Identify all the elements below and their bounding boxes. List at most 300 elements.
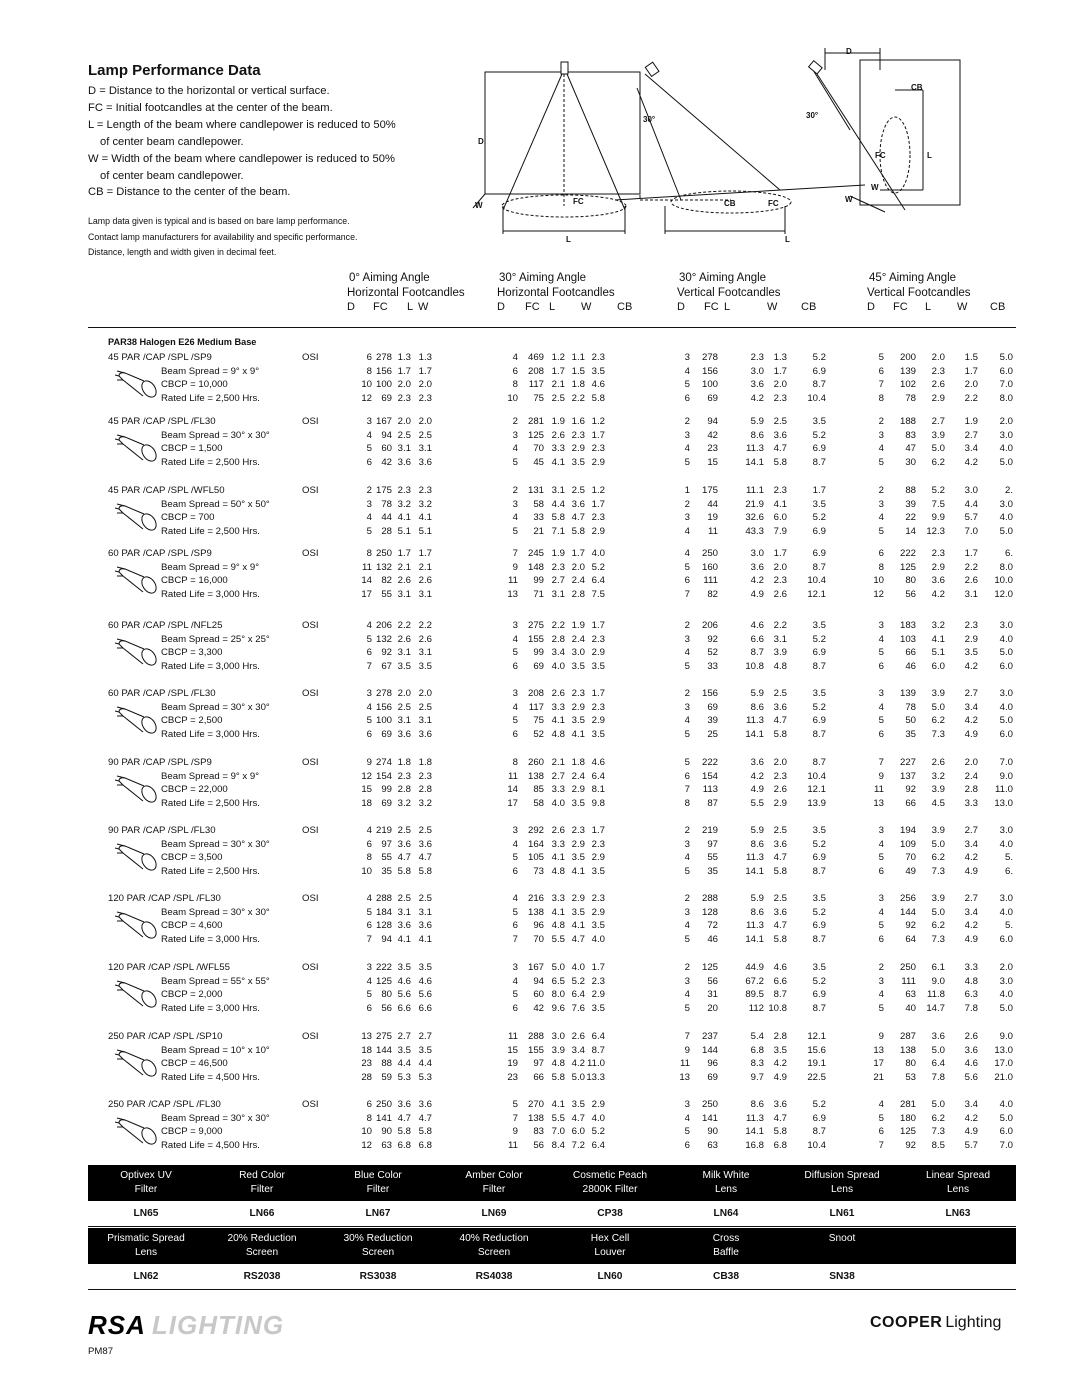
table-cell: 1.7 <box>591 620 605 631</box>
accessory-name <box>668 1228 784 1264</box>
table-cell: 3.6 <box>397 838 411 850</box>
table-cell: 6.3 <box>964 989 978 1001</box>
table-cell: 2.9 <box>591 715 605 727</box>
table-cell: 6 <box>684 770 690 782</box>
table-cell: 3 <box>366 498 372 510</box>
table-cell: 5 <box>878 715 884 727</box>
accessory-name-line1: 40% Reduction <box>459 1233 529 1244</box>
table-cell: 2.0 <box>964 757 978 768</box>
table-cell: 274 <box>375 757 392 768</box>
table-cell: 4.7 <box>397 852 411 864</box>
table-cell: 1.7 <box>591 962 605 973</box>
table-cell: 4 <box>684 548 690 559</box>
table-cell: 6 <box>512 866 518 878</box>
table-cell: 1.9 <box>964 416 978 427</box>
table-cell: 3 <box>512 498 518 510</box>
table-cell: 1.7 <box>418 548 432 559</box>
table-cell: 2 <box>684 688 690 699</box>
table-cell: 6 <box>366 1099 372 1110</box>
product-block <box>0 962 1080 1018</box>
table-cell: 5.0 <box>931 1044 945 1056</box>
table-cell: 6 <box>878 1126 884 1138</box>
table-cell: 156 <box>701 688 718 699</box>
accessory-code: LN62 <box>133 1271 159 1282</box>
table-cell: 70 <box>905 852 916 864</box>
table-cell: 69 <box>381 798 392 810</box>
table-cell: 6. <box>1004 548 1013 559</box>
table-cell: 2.3 <box>964 620 978 631</box>
table-cell: 4.0 <box>551 661 565 673</box>
table-cell: 10 <box>361 1126 372 1138</box>
rsa-logo: RSA LIGHTING <box>88 1310 285 1340</box>
table-cell: 5.2 <box>591 561 605 573</box>
diagram-2-lamp <box>645 62 659 76</box>
table-cell: 4.9 <box>964 866 978 878</box>
table-row <box>0 702 1080 716</box>
table-cell: 21 <box>533 526 544 538</box>
table-cell: 9.0 <box>999 770 1013 782</box>
table-cell: 90 <box>381 1126 392 1138</box>
table-cell: 3.9 <box>931 784 945 796</box>
table-cell: 2.6 <box>397 633 411 645</box>
table-row <box>0 798 1080 812</box>
lamp-spec: CBCP = 4,600 <box>161 920 223 932</box>
table-cell: 3.9 <box>931 429 945 441</box>
lamp-spec: Rated Life = 2,500 Hrs. <box>161 866 260 878</box>
table-cell: 9.8 <box>591 798 605 810</box>
table-cell: 8.6 <box>750 429 764 441</box>
accessory-name-line1: 30% Reduction <box>343 1233 413 1244</box>
table-cell: 6 <box>684 575 690 587</box>
lamp-spec: CBCP = 1,500 <box>161 443 223 455</box>
table-cell: 3.0 <box>999 429 1013 441</box>
table-cell: 66 <box>533 1072 544 1084</box>
table-cell: 4.0 <box>591 1112 605 1124</box>
table-cell: 5 <box>512 457 518 469</box>
group-title: 0° Aiming Angle <box>349 272 430 284</box>
table-cell: 4 <box>878 701 884 713</box>
table-cell: 2.7 <box>931 416 945 427</box>
note-line: Contact lamp manufacturers for availability and specific performance. <box>88 231 358 242</box>
table-cell: 1.7 <box>812 485 826 496</box>
accessory-code: LN61 <box>829 1208 855 1219</box>
table-cell: 2.7 <box>551 770 565 782</box>
table-row <box>0 1058 1080 1072</box>
table-cell: 3 <box>684 352 690 363</box>
table-row <box>0 620 1080 634</box>
table-cell: 3.5 <box>812 893 826 904</box>
table-cell: 3.1 <box>397 647 411 659</box>
table-cell: 5 <box>512 989 518 1001</box>
table-cell: 3 <box>684 975 690 987</box>
table-cell: 4 <box>684 443 690 455</box>
accessory-code: CB38 <box>712 1271 740 1282</box>
accessory-name-line2: Louver <box>594 1247 626 1258</box>
table-cell: 4.9 <box>964 729 978 741</box>
table-cell: 154 <box>375 770 392 782</box>
table-cell: 88 <box>905 485 916 496</box>
accessory-name-line2: Filter <box>482 1184 506 1195</box>
table-cell: 5 <box>512 852 518 864</box>
table-cell: 52 <box>707 647 718 659</box>
table-cell: 2.0 <box>418 416 432 427</box>
table-cell: 1.7 <box>964 548 978 559</box>
table-cell: 2.7 <box>964 429 978 441</box>
table-cell: 3.1 <box>397 906 411 918</box>
table-row <box>0 907 1080 921</box>
table-cell: 2.2 <box>964 561 978 573</box>
accessory-names <box>88 1165 1016 1201</box>
table-cell: 3 <box>684 701 690 713</box>
table-cell: 125 <box>701 962 718 973</box>
table-cell: 10.4 <box>807 770 826 782</box>
table-cell: 6.4 <box>591 575 605 587</box>
table-cell: 138 <box>527 1112 544 1124</box>
table-cell: 23 <box>507 1072 518 1084</box>
table-cell: 3.6 <box>418 1099 432 1110</box>
table-cell: 14.1 <box>745 457 764 469</box>
table-cell: 96 <box>707 1058 718 1070</box>
lamp-spec: Rated Life = 3,000 Hrs. <box>161 1003 260 1015</box>
table-cell: 2.1 <box>397 561 411 573</box>
table-cell: 3.5 <box>571 906 585 918</box>
table-cell: 156 <box>375 701 392 713</box>
table-cell: 2 <box>512 485 518 496</box>
table-cell: 2.7 <box>964 825 978 836</box>
table-row <box>0 962 1080 976</box>
table-cell: 3 <box>512 429 518 441</box>
table-cell: 5.8 <box>571 526 585 538</box>
table-cell: 2.8 <box>964 784 978 796</box>
table-cell: 216 <box>527 893 544 904</box>
table-cell: 141 <box>701 1112 718 1124</box>
table-cell: 99 <box>533 575 544 587</box>
table-cell: 6.9 <box>812 852 826 864</box>
table-cell: 2.6 <box>397 575 411 587</box>
table-cell: 3 <box>684 906 690 918</box>
table-cell: 128 <box>701 906 718 918</box>
table-cell: 44 <box>707 498 718 510</box>
table-cell: 66 <box>905 647 916 659</box>
table-cell: 5.0 <box>999 1112 1013 1124</box>
table-cell: 83 <box>533 1126 544 1138</box>
product-block <box>0 1099 1080 1155</box>
table-cell: 11 <box>874 784 884 796</box>
table-cell: 6.0 <box>571 1126 585 1138</box>
table-cell: 8.4 <box>551 1140 565 1152</box>
group-subtitle: Horizontal Footcandles <box>497 286 615 299</box>
page-code: PM87 <box>88 1346 114 1357</box>
table-cell: 3.4 <box>571 1044 585 1056</box>
table-cell: 6.6 <box>418 1003 432 1015</box>
table-cell: 17.0 <box>994 1058 1013 1070</box>
table-cell: 208 <box>527 688 544 699</box>
table-cell: 1.7 <box>591 825 605 836</box>
table-cell: 7.0 <box>999 379 1013 391</box>
accessory-name <box>320 1165 436 1201</box>
table-cell: 4 <box>366 825 372 836</box>
table-cell: 42 <box>533 1003 544 1015</box>
table-cell: 2.3 <box>591 352 605 363</box>
diagram-label-w1: W <box>475 201 483 210</box>
table-cell: 5 <box>878 920 884 932</box>
table-cell: 69 <box>381 393 392 405</box>
table-cell: 6.9 <box>812 443 826 455</box>
table-cell: 44 <box>381 512 392 524</box>
table-cell: 3.4 <box>964 701 978 713</box>
table-cell: 4.0 <box>591 934 605 946</box>
table-cell: 1.9 <box>551 416 565 427</box>
table-cell: 5.6 <box>397 989 411 1001</box>
table-cell: 8 <box>366 365 372 377</box>
column-header: FC <box>373 301 388 313</box>
lamp-spec: Beam Spread = 9° x 9° <box>161 561 260 573</box>
table-cell: 3.1 <box>418 443 432 455</box>
table-cell: 2 <box>684 620 690 631</box>
table-cell: 63 <box>905 989 916 1001</box>
diagram-1-beam-left <box>503 74 562 210</box>
table-cell: 288 <box>375 893 392 904</box>
lamp-name: 45 PAR /CAP /SPL /FL30 <box>108 416 216 427</box>
accessory-names <box>88 1228 1016 1264</box>
table-cell: 14.1 <box>745 866 764 878</box>
diagram-2-beam-right <box>645 74 780 190</box>
table-cell: 206 <box>375 620 392 631</box>
column-header: L <box>407 301 414 313</box>
table-cell: 3.6 <box>397 920 411 932</box>
table-cell: 97 <box>381 838 392 850</box>
table-cell: 4.1 <box>551 1099 565 1110</box>
table-cell: 3.2 <box>397 498 411 510</box>
table-cell: 2.3 <box>931 365 945 377</box>
table-cell: 3.0 <box>999 688 1013 699</box>
table-cell: 4.1 <box>571 729 585 741</box>
accessory-code: LN66 <box>249 1208 275 1219</box>
table-cell: 4.2 <box>750 575 764 587</box>
table-cell: 3.5 <box>964 647 978 659</box>
diagram-1-lamp <box>561 62 568 74</box>
table-cell: 4 <box>878 633 884 645</box>
lamp-name: 60 PAR /CAP /SPL /NFL25 <box>108 620 223 631</box>
table-cell: 4.5 <box>931 798 945 810</box>
table-cell: 3 <box>684 429 690 441</box>
table-row <box>0 976 1080 990</box>
table-cell: 5 <box>512 715 518 727</box>
table-cell: 58 <box>533 798 544 810</box>
table-cell: 7.3 <box>931 1126 945 1138</box>
product-block <box>0 688 1080 744</box>
table-cell: 156 <box>375 365 392 377</box>
table-cell: 92 <box>905 1140 916 1152</box>
table-cell: 137 <box>899 770 916 782</box>
table-cell: 70 <box>533 934 544 946</box>
diagram-label-l2: L <box>785 235 790 244</box>
table-cell: 3.5 <box>591 661 605 673</box>
table-cell: 23 <box>361 1058 372 1070</box>
table-cell: 128 <box>375 920 392 932</box>
accessory-name-line2: Filter <box>250 1184 274 1195</box>
table-cell: 67.2 <box>745 975 764 987</box>
table-cell: 2.8 <box>418 784 432 796</box>
table-cell: 9.6 <box>551 1003 565 1015</box>
lamp-spec: Beam Spread = 55° x 55° <box>161 975 270 987</box>
table-cell: 4.4 <box>397 1058 411 1070</box>
table-cell: 6 <box>512 1003 518 1015</box>
table-cell: 8.7 <box>812 661 826 673</box>
table-cell: 132 <box>375 633 392 645</box>
beam-diagrams <box>455 40 990 255</box>
table-row <box>0 825 1080 839</box>
table-cell: 5.2 <box>812 352 826 363</box>
table-cell: 5.7 <box>964 1140 978 1152</box>
table-cell: 75 <box>533 715 544 727</box>
table-cell: 4.6 <box>397 975 411 987</box>
table-cell: 1.6 <box>571 416 585 427</box>
table-cell: 3.4 <box>964 906 978 918</box>
accessory-code: RS4038 <box>475 1271 513 1282</box>
table-cell: 2.9 <box>591 457 605 469</box>
table-cell: 14.7 <box>926 1003 945 1015</box>
diagram-label-cb2: CB <box>724 199 736 208</box>
accessory-code: LN60 <box>597 1271 623 1282</box>
table-cell: 13 <box>507 589 518 601</box>
table-cell: 3.5 <box>591 729 605 741</box>
table-cell: 5 <box>684 457 690 469</box>
diagram-label-fc1: FC <box>573 197 584 206</box>
table-cell: 94 <box>381 429 392 441</box>
table-cell: 6 <box>512 365 518 377</box>
table-cell: 69 <box>707 393 718 405</box>
column-header: FC <box>704 301 719 313</box>
table-cell: 4.1 <box>773 498 787 510</box>
table-cell: 117 <box>528 379 544 391</box>
column-group-header <box>347 271 517 300</box>
table-cell: 4.0 <box>571 962 585 973</box>
table-cell: 3.9 <box>551 1044 565 1056</box>
table-cell: 105 <box>527 852 544 864</box>
table-cell: 3.3 <box>551 443 565 455</box>
table-cell: 4.0 <box>551 798 565 810</box>
table-cell: 10.4 <box>807 575 826 587</box>
table-cell: 144 <box>375 1044 392 1056</box>
table-cell: 2.9 <box>591 526 605 538</box>
table-row <box>0 771 1080 785</box>
accessory-name <box>784 1228 900 1264</box>
lamp-spec: CBCP = 46,500 <box>161 1058 228 1070</box>
product-block <box>0 548 1080 604</box>
accessory-name <box>900 1228 1016 1264</box>
table-cell: 94 <box>381 934 392 946</box>
table-cell: 3.0 <box>551 1031 565 1042</box>
table-cell: 1.1 <box>571 352 585 363</box>
diagram-label-l3: L <box>927 151 932 160</box>
table-cell: 2.9 <box>964 633 978 645</box>
table-cell: 3 <box>366 688 372 699</box>
table-cell: 7.8 <box>931 1072 945 1084</box>
table-cell: 4 <box>366 975 372 987</box>
table-cell: 3 <box>512 962 518 973</box>
table-cell: 7 <box>512 934 518 946</box>
table-cell: 7 <box>366 934 372 946</box>
table-cell: 12.1 <box>807 1031 826 1042</box>
table-cell: 4.7 <box>773 443 787 455</box>
table-cell: 11 <box>508 1031 518 1042</box>
table-cell: 4.9 <box>773 1072 787 1084</box>
table-cell: 8.7 <box>812 934 826 946</box>
lamp-spec: CBCP = 3,300 <box>161 647 223 659</box>
table-cell: 5.8 <box>773 457 787 469</box>
table-cell: 5.2 <box>931 485 945 496</box>
table-cell: 2.7 <box>397 1031 411 1042</box>
table-cell: 4.0 <box>999 1099 1013 1110</box>
table-cell: 87 <box>707 798 718 810</box>
table-cell: 11 <box>508 770 518 782</box>
table-cell: 4.1 <box>418 512 432 524</box>
table-cell: 8.7 <box>591 1044 605 1056</box>
table-cell: 125 <box>527 429 544 441</box>
table-cell: 4 <box>512 443 518 455</box>
table-cell: 7 <box>512 1112 518 1124</box>
accessory-code <box>900 1264 1016 1289</box>
column-header: W <box>957 301 968 313</box>
table-cell: 1.7 <box>591 498 605 510</box>
table-cell: 70 <box>533 443 544 455</box>
table-cell: 4.6 <box>591 379 605 391</box>
table-cell: 7 <box>878 1140 884 1152</box>
table-cell: 2.5 <box>773 825 787 836</box>
table-cell: 6.2 <box>931 852 945 864</box>
table-cell: 250 <box>899 962 916 973</box>
table-cell: 88 <box>381 1058 392 1070</box>
accessory-code: LN67 <box>365 1208 391 1219</box>
table-cell: 2.5 <box>397 429 411 441</box>
table-cell: 97 <box>707 838 718 850</box>
table-cell: 2.3 <box>418 485 432 496</box>
table-cell: 6 <box>878 729 884 741</box>
table-cell: 8.6 <box>750 701 764 713</box>
accessory-name <box>204 1165 320 1201</box>
lamp-spec: Rated Life = 3,000 Hrs. <box>161 589 260 601</box>
table-cell: 6.8 <box>750 1044 764 1056</box>
accessory-name-line1: Cosmetic Peach <box>572 1170 648 1181</box>
group-title: 30° Aiming Angle <box>679 272 767 284</box>
diagram-label-cb3: CB <box>911 83 923 92</box>
table-cell: 281 <box>899 1099 916 1110</box>
table-cell: 3.0 <box>999 498 1013 510</box>
table-row <box>0 1031 1080 1045</box>
table-cell: 160 <box>701 561 718 573</box>
table-cell: 1.2 <box>591 416 605 427</box>
table-cell: 138 <box>527 906 544 918</box>
table-cell: 92 <box>905 784 916 796</box>
table-cell: 66 <box>905 798 916 810</box>
accessory-name <box>552 1165 668 1201</box>
disclaimer-note <box>88 214 448 261</box>
table-cell: 7 <box>878 379 884 391</box>
table-cell: 1.2 <box>551 352 565 363</box>
table-cell: 184 <box>375 906 392 918</box>
definitions-list <box>88 83 448 201</box>
table-cell: 5.2 <box>591 1126 605 1138</box>
table-cell: 2 <box>684 416 690 427</box>
table-cell: 3.2 <box>931 770 945 782</box>
table-cell: 4.2 <box>964 1112 978 1124</box>
table-cell: 3 <box>512 688 518 699</box>
product-block <box>0 757 1080 813</box>
table-cell: 18 <box>361 798 372 810</box>
accessory-name-line1: 20% Reduction <box>227 1233 297 1244</box>
table-cell: 72 <box>707 920 718 932</box>
